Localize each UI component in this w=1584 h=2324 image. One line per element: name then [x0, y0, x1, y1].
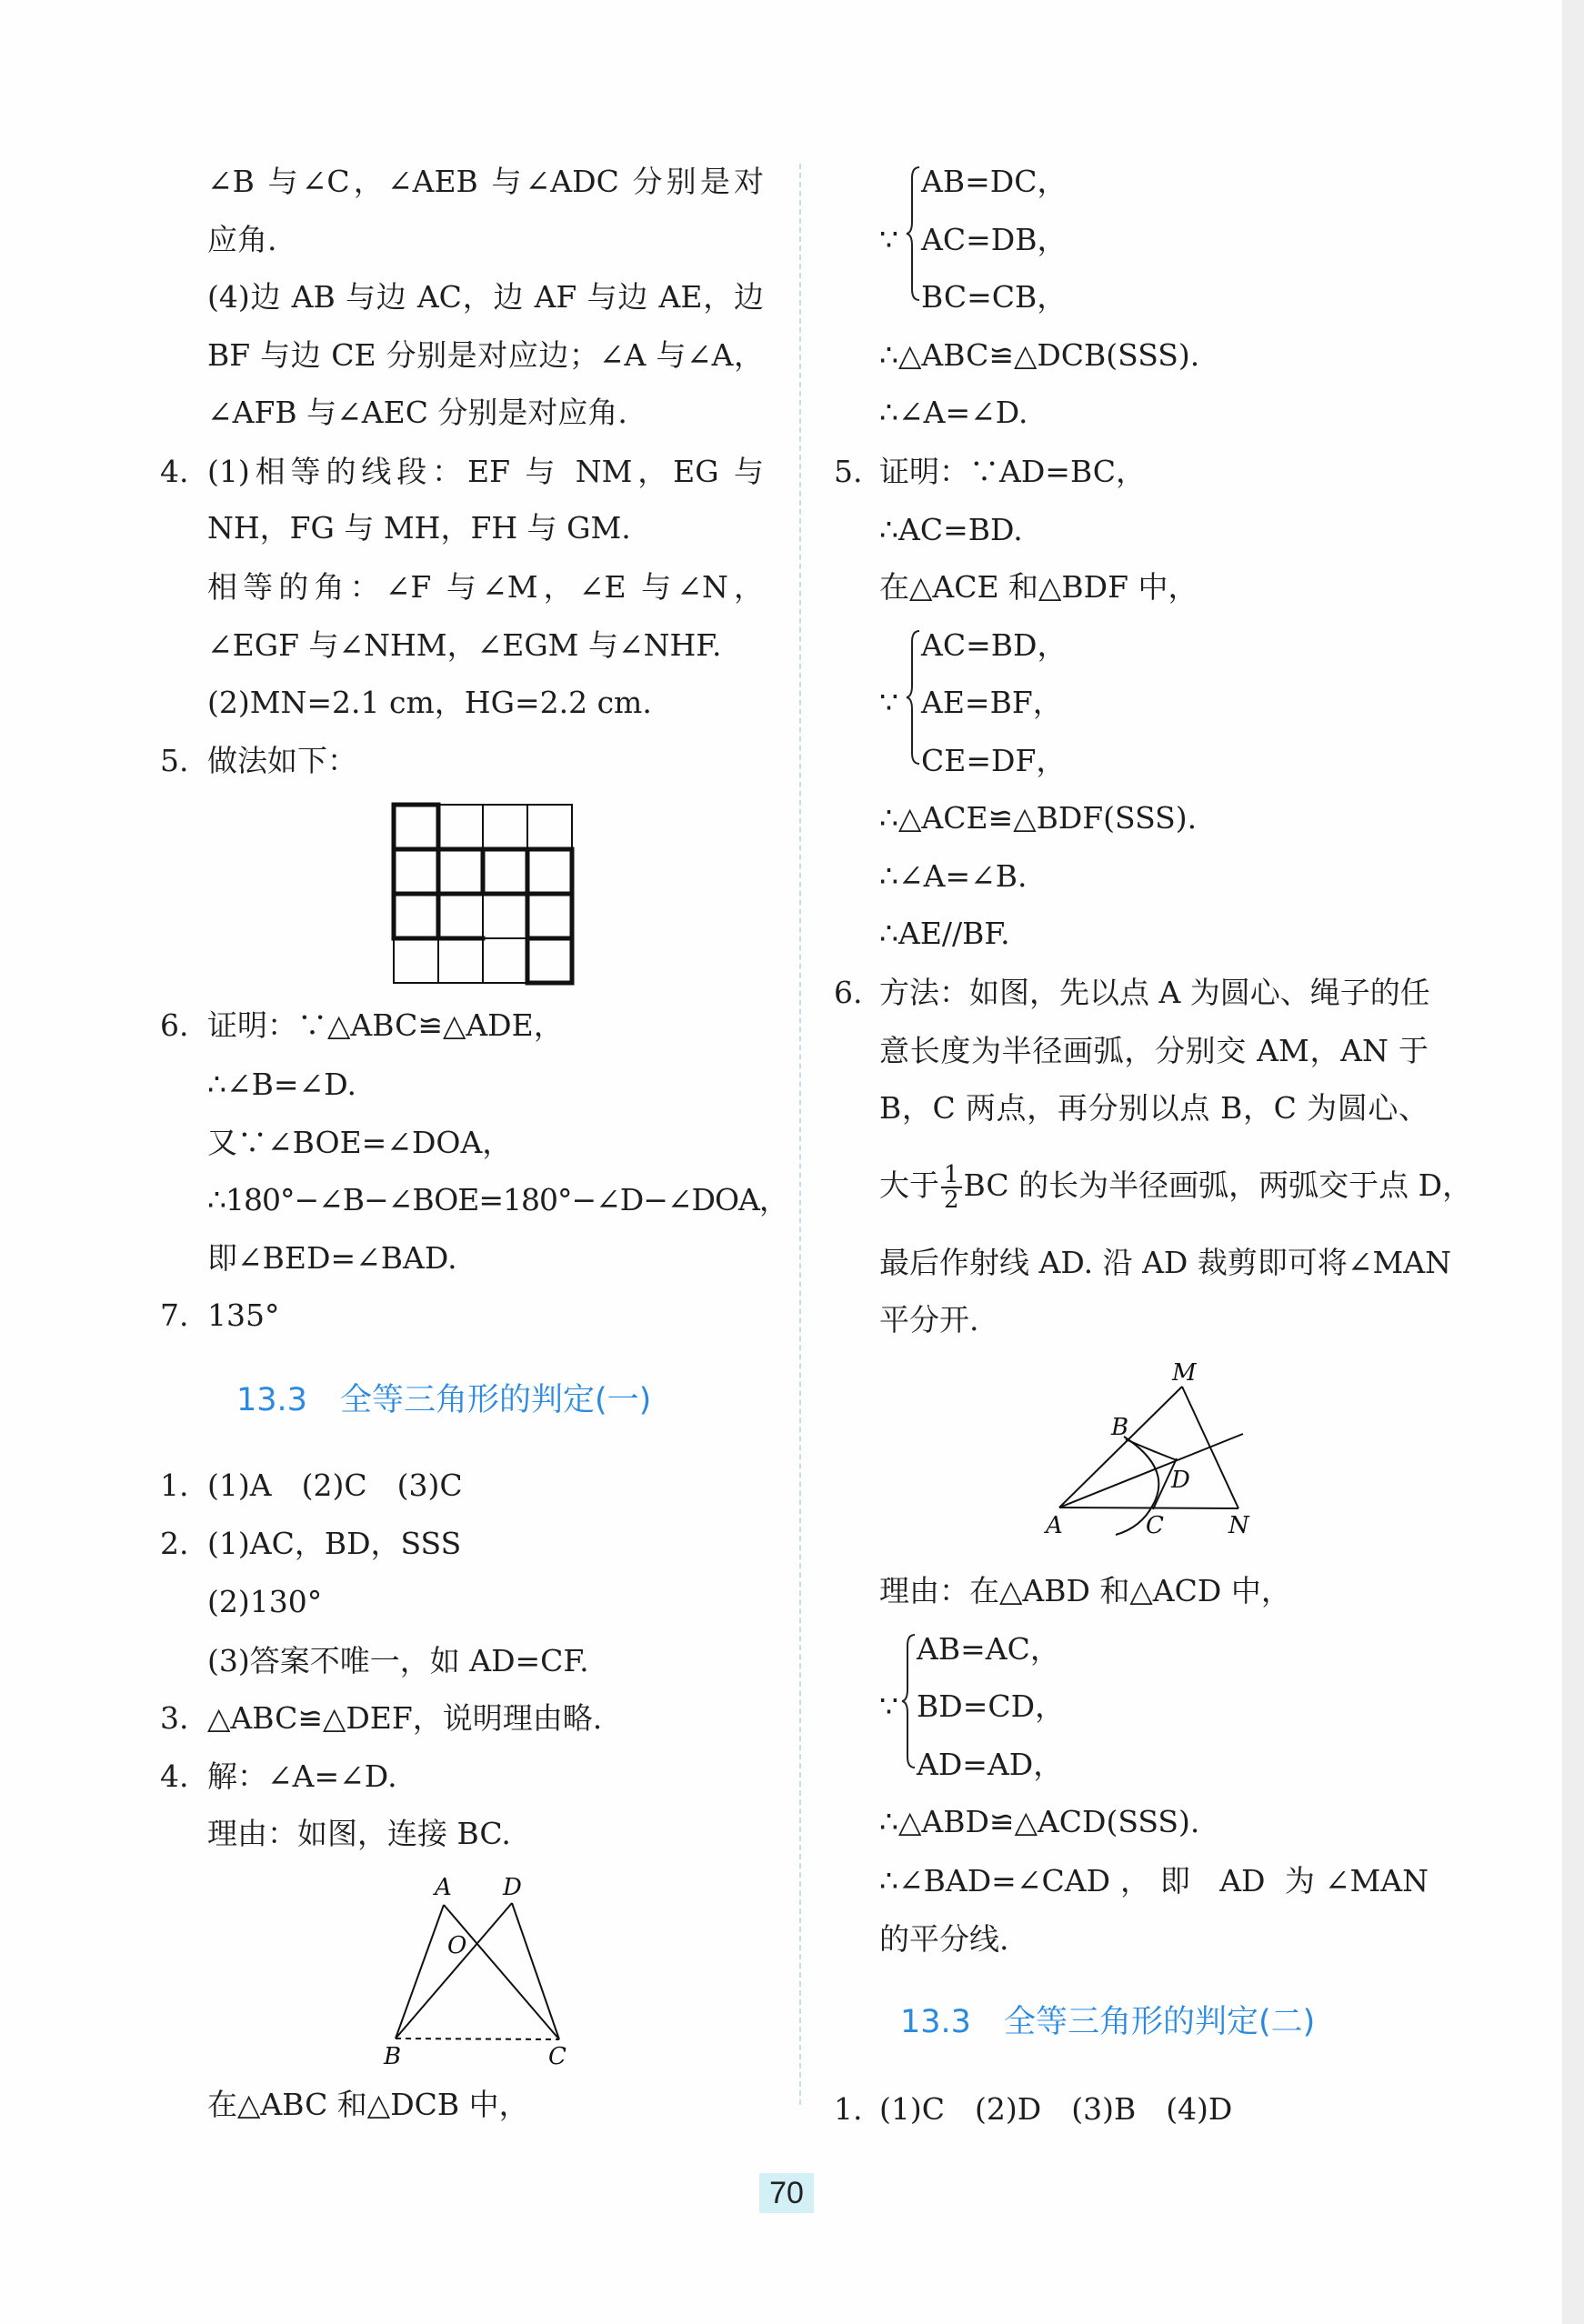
- answer-line: ∠AFB 与∠AEC 分别是对应角.: [207, 395, 627, 430]
- answer-line: ∴∠B=∠D.: [207, 1067, 356, 1102]
- answer-line: (1)相等的线段：EF 与 NM，EG 与: [207, 454, 764, 489]
- text: BC 的长为半径画弧，两弧交于点 D，: [963, 1167, 1473, 1203]
- point-label: O: [447, 1932, 467, 1959]
- answer-line: (4)边 AB 与边 AC，边 AF 与边 AE，边: [207, 279, 764, 315]
- answer-line: 在△ACE 和△BDF 中，: [879, 569, 1198, 605]
- condition-line: AD=AD，: [917, 1747, 1064, 1782]
- condition-line: CE=DF，: [921, 743, 1067, 778]
- answer-line: ∠EGF 与∠NHM，∠EGM 与∠NHF.: [207, 627, 722, 663]
- fraction-numerator: 1: [941, 1163, 962, 1188]
- answer-line: ∴△ABC≌△DCB(SSS).: [879, 337, 1200, 373]
- answer-line: 理由：在△ABD 和△ACD 中，: [879, 1573, 1291, 1608]
- question-number: 6.: [834, 975, 863, 1010]
- condition-line: AE=BF，: [921, 685, 1063, 720]
- point-label: N: [1228, 1512, 1249, 1539]
- answer-line: (1)A (2)C (3)C: [207, 1468, 463, 1503]
- answer-line: 相等的角：∠F 与∠M，∠E 与∠N，: [207, 569, 764, 605]
- condition-line: BD=CD，: [917, 1688, 1066, 1724]
- answer-line: ∴AC=BD.: [879, 512, 1023, 547]
- condition-line: AB=AC，: [917, 1631, 1060, 1667]
- answer-line: ∴∠BAD=∠CAD，即 AD 为∠MAN: [879, 1863, 1429, 1898]
- answer-line: B，C 两点，再分别以点 B，C 为圆心、: [879, 1090, 1429, 1126]
- answer-line: ∴180°−∠B−∠BOE=180°−∠D−∠DOA，: [207, 1182, 788, 1217]
- answer-line: 的平分线.: [879, 1921, 1009, 1957]
- condition-line: AC=DB，: [921, 222, 1068, 257]
- point-label: B: [1111, 1414, 1129, 1441]
- point-label: D: [1171, 1467, 1190, 1494]
- answer-line: 在△ABC 和△DCB 中，: [207, 2087, 529, 2122]
- answer-line: BF 与边 CE 分别是对应边；∠A 与∠A，: [207, 337, 764, 373]
- question-number: 5.: [160, 743, 189, 778]
- answer-line: ∴△ABD≌△ACD(SSS).: [879, 1804, 1200, 1839]
- question-number: 2.: [160, 1526, 189, 1561]
- condition-line: BC=CB，: [921, 279, 1068, 315]
- question-number: 4.: [160, 454, 189, 489]
- triangle-figure-abcd: [383, 1874, 566, 2070]
- because-symbol: ∵: [879, 222, 898, 257]
- fraction-denominator: 2: [944, 1187, 959, 1214]
- question-number: 1.: [160, 1468, 189, 1503]
- answer-line: 135°: [207, 1297, 280, 1333]
- grid-figure: [394, 805, 572, 983]
- answer-line: △ABC≌△DEF，说明理由略.: [207, 1700, 603, 1736]
- answer-line: ∴△ACE≌△BDF(SSS).: [879, 800, 1198, 836]
- question-number: 4.: [160, 1758, 189, 1794]
- angle-bisector-figure: [1044, 1359, 1250, 1539]
- question-number: 6.: [160, 1007, 189, 1043]
- question-number: 1.: [834, 2091, 863, 2127]
- point-label: A: [1046, 1512, 1063, 1539]
- answer-line: 解：∠A=∠D.: [207, 1758, 397, 1794]
- section-number: 13.3: [236, 1382, 307, 1418]
- answer-line: 又∵∠BOE=∠DOA，: [207, 1125, 513, 1160]
- answer-line: (2)130°: [207, 1584, 323, 1619]
- answer-line: 应角.: [207, 222, 277, 257]
- answer-line: 即∠BED=∠BAD.: [207, 1240, 457, 1276]
- because-symbol: ∵: [879, 685, 898, 720]
- answer-line: (2)MN=2.1 cm，HG=2.2 cm.: [207, 685, 652, 720]
- answer-line: 最后作射线 AD. 沿 AD 裁剪即可将∠MAN: [879, 1245, 1451, 1280]
- condition-line: AC=BD，: [921, 627, 1068, 663]
- answer-line: 平分开.: [879, 1302, 979, 1337]
- question-number: 7.: [160, 1297, 189, 1333]
- point-label: C: [1146, 1512, 1164, 1539]
- point-label: D: [503, 1874, 522, 1901]
- page-number: 70: [759, 2173, 814, 2213]
- answer-line: ∴∠A=∠B.: [879, 858, 1028, 894]
- point-label: A: [435, 1874, 452, 1901]
- answer-line: 证明：∵△ABC≌△ADE，: [207, 1007, 564, 1043]
- answer-line: ∴AE//BF.: [879, 916, 1010, 951]
- answer-line: 意长度为半径画弧，分别交 AM，AN 于: [879, 1033, 1429, 1068]
- answer-line: (3)答案不唯一，如 AD=CF.: [207, 1643, 589, 1678]
- question-number: 3.: [160, 1700, 189, 1736]
- answer-line: 理由：如图，连接 BC.: [207, 1816, 511, 1851]
- question-number: 5.: [834, 454, 863, 489]
- answer-line: 方法：如图，先以点 A 为圆心、绳子的任: [879, 975, 1430, 1010]
- answer-line: ∴∠A=∠D.: [879, 395, 1028, 430]
- condition-line: AB=DC，: [921, 164, 1068, 199]
- point-label: B: [384, 2043, 402, 2070]
- because-symbol: ∵: [879, 1688, 898, 1724]
- answer-line: ∠B 与∠C，∠AEB 与∠ADC 分别是对: [207, 164, 764, 199]
- point-label: M: [1172, 1359, 1197, 1387]
- answer-line: 证明：∵AD=BC，: [879, 454, 1147, 489]
- answer-line: 做法如下：: [207, 743, 357, 778]
- text: 大于: [879, 1167, 939, 1203]
- section-title: 全等三角形的判定(一): [339, 1382, 652, 1418]
- answer-line: (1)C (2)D (3)B (4)D: [879, 2091, 1233, 2127]
- answer-line: NH，FG 与 MH，FH 与 GM.: [207, 510, 631, 546]
- section-title: 全等三角形的判定(二): [1003, 2004, 1316, 2040]
- answer-line: (1)AC，BD，SSS: [207, 1526, 462, 1561]
- point-label: C: [548, 2043, 566, 2070]
- section-number: 13.3: [900, 2004, 971, 2040]
